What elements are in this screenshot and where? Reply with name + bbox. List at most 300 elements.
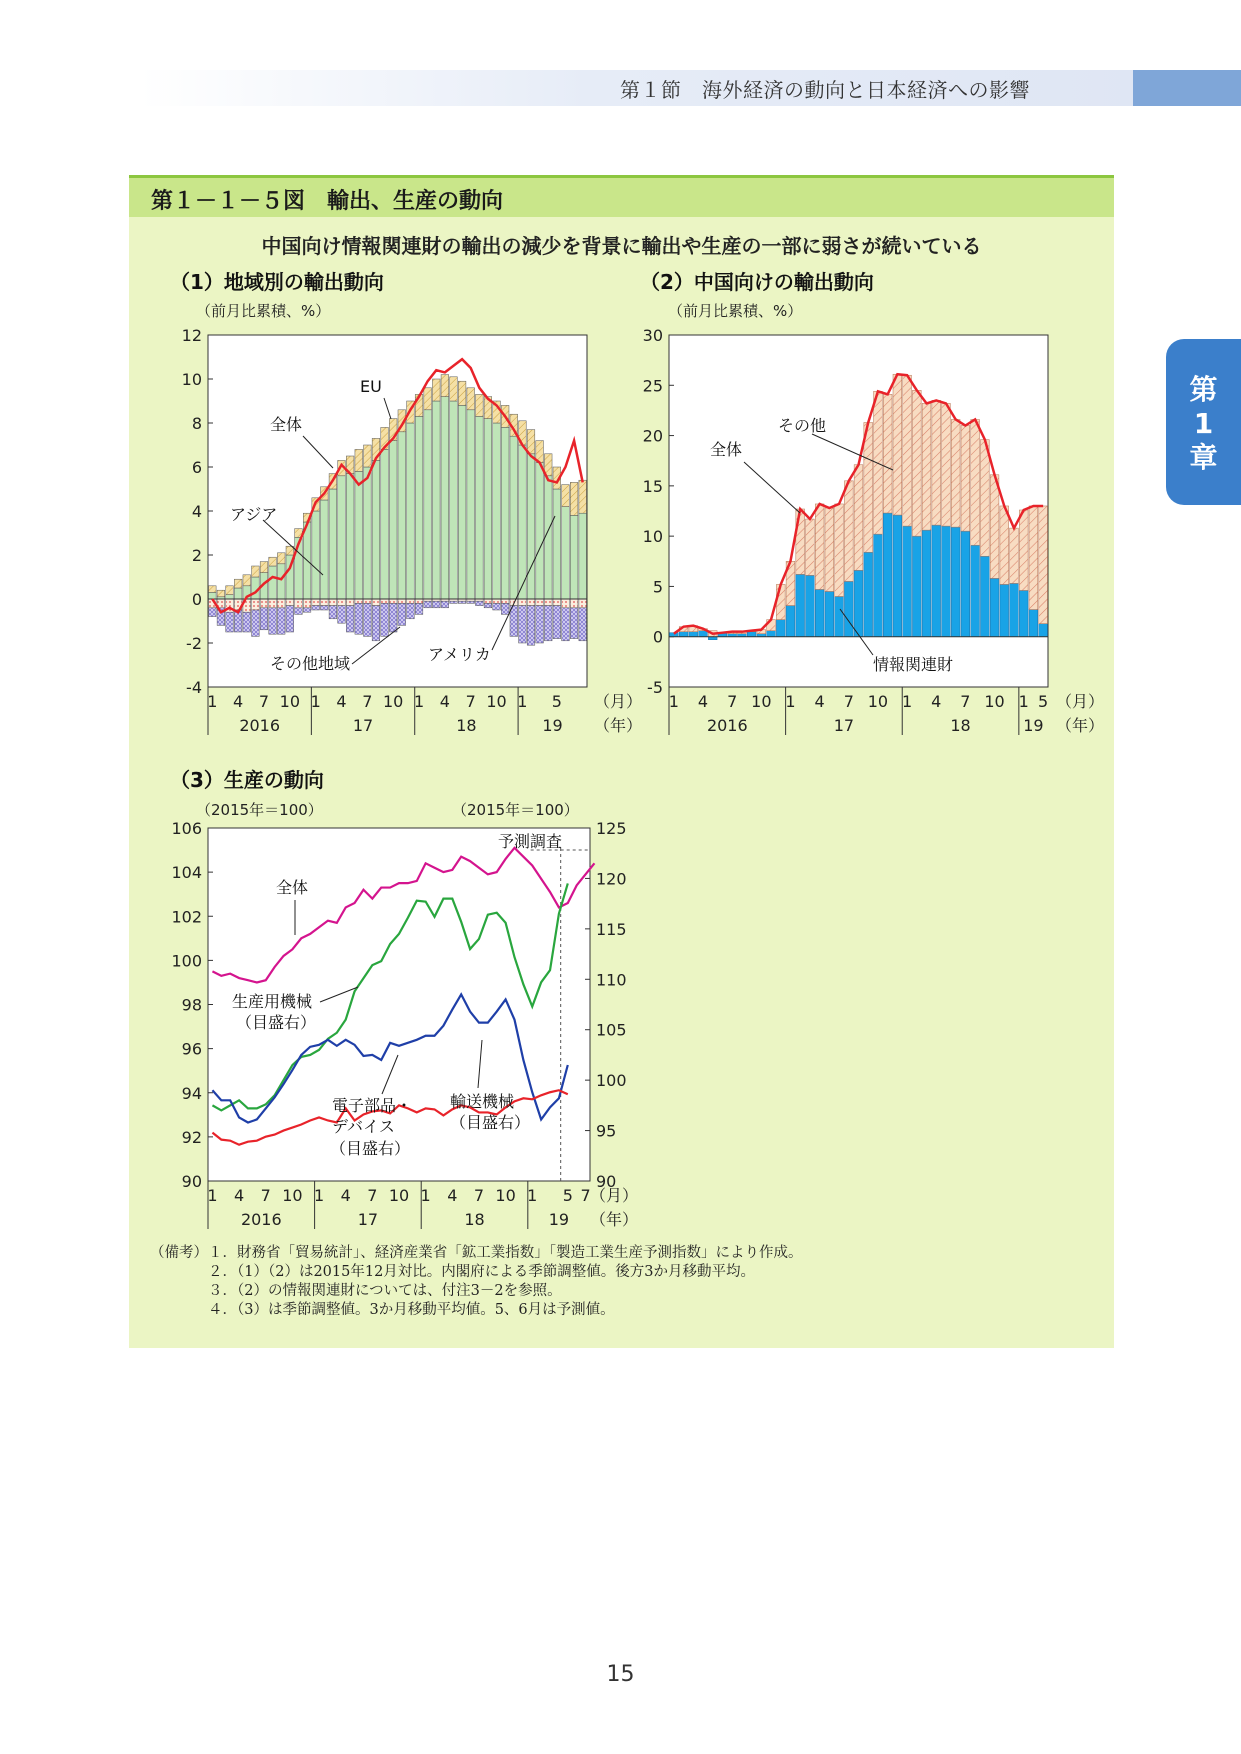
chapter-tab-line: 章 (1189, 441, 1218, 474)
x-year-label: 17 (833, 716, 855, 735)
bar-us (320, 599, 328, 606)
bar-info-goods (883, 513, 892, 637)
y-tick-label: 10 (181, 370, 202, 389)
y-tick-label: 30 (642, 326, 663, 345)
x-tick-label: 4 (447, 1186, 458, 1205)
x-year-label: 2016 (706, 716, 748, 735)
x-tick-label: 1 (901, 692, 913, 711)
bar-info-goods (844, 581, 853, 636)
bar-other-goods (971, 419, 980, 545)
annotation-label: その他 (778, 416, 827, 435)
bar-other (346, 606, 354, 632)
bar-eu (364, 445, 372, 467)
bar-other (320, 606, 328, 610)
figure-title: 第１－１－５図 輸出、生産の動向 (151, 189, 504, 214)
bar-us (407, 599, 415, 603)
annotation-label: 情報関連財 (873, 655, 954, 674)
bar-info-goods (806, 575, 815, 636)
bar-eu (355, 449, 363, 471)
y-tick-label: 0 (652, 627, 663, 647)
x-tick-label: 1 (207, 692, 218, 711)
bar-other-goods (961, 426, 970, 532)
y-tick-label: 90 (181, 1172, 202, 1191)
y-tick-label: 10 (642, 527, 663, 547)
x-tick-label: 1 (668, 692, 679, 711)
note-line: ３．（2）の情報関連財については、付注3－2を参照。 (150, 1283, 562, 1299)
bar-asia (269, 566, 277, 599)
x-unit-year: （年） (590, 1210, 639, 1229)
page-number: 15 (606, 1662, 635, 1687)
x-tick-label: 7 (727, 692, 738, 711)
x-tick-label: 7 (960, 692, 971, 711)
bar-eu (476, 394, 484, 416)
x-year-label: 18 (456, 716, 477, 735)
bar-info-goods (864, 552, 873, 636)
y-tick-label: 106 (171, 819, 202, 838)
bar-other (476, 601, 484, 605)
bar-asia (432, 401, 440, 599)
bar-other-goods (1029, 506, 1038, 610)
bar-us (364, 599, 372, 603)
bar-other (450, 601, 458, 603)
bar-other (338, 606, 346, 624)
bar-eu (527, 430, 535, 454)
annotation-label: EU (360, 377, 382, 396)
y-tick-label: 0 (191, 590, 202, 609)
bar-other (209, 608, 217, 617)
bar-info-goods (990, 578, 999, 636)
bar-eu (217, 590, 225, 597)
chart-regional-exports (170, 270, 642, 735)
x-unit-month: （月） (590, 1186, 639, 1205)
bar-us (355, 599, 363, 603)
bar-us (312, 599, 320, 606)
x-tick-label: 1 (517, 692, 528, 711)
bar-asia (346, 474, 354, 599)
bar-asia (398, 432, 406, 599)
x-tick-label: 1 (420, 1186, 431, 1205)
y-tick-label: -5 (647, 678, 663, 697)
bar-other (269, 608, 277, 634)
bar-other-goods (912, 390, 921, 536)
bar-other (407, 603, 415, 618)
y-tick-label: 90 (596, 1172, 617, 1191)
bar-eu (458, 381, 466, 405)
x-tick-label: 7 (465, 692, 476, 711)
x-year-label: 19 (542, 716, 563, 735)
bar-us (372, 599, 380, 606)
forecast-label: 予測調査 (498, 832, 563, 851)
y-tick-label: 95 (596, 1121, 617, 1141)
bar-other (467, 601, 475, 603)
bar-asia (364, 467, 372, 599)
annotation-label: 全体 (276, 878, 309, 897)
annotation-label: アジア (230, 505, 278, 524)
bar-us (286, 599, 294, 606)
y-tick-label: 25 (642, 376, 663, 396)
bar-eu (424, 388, 432, 410)
chart-title: （3）生産の動向 (170, 768, 324, 792)
bar-asia (372, 460, 380, 599)
x-tick-label: 4 (233, 1186, 245, 1205)
bar-info-goods (854, 570, 863, 636)
bar-other (527, 606, 535, 646)
y-tick-label: 100 (596, 1071, 627, 1091)
bar-other (424, 601, 432, 608)
annotation-label: （目盛右） (330, 1139, 411, 1158)
bar-info-goods (767, 631, 776, 637)
bar-other-goods (1019, 510, 1028, 590)
bar-eu (234, 579, 242, 588)
bar-asia (527, 454, 535, 599)
bar-info-goods (747, 632, 756, 637)
y-tick-label: 98 (181, 995, 202, 1015)
bar-asia (209, 592, 217, 599)
bar-other-goods (951, 419, 960, 527)
bar-other (243, 612, 251, 632)
bar-us (252, 599, 260, 610)
bar-us (415, 599, 423, 603)
bar-us (484, 599, 492, 603)
x-tick-label: 1 (207, 1186, 218, 1205)
bar-other (312, 606, 320, 610)
bar-asia (338, 476, 346, 599)
bar-asia (381, 449, 389, 599)
bar-info-goods (689, 632, 698, 637)
bar-other (544, 606, 552, 641)
x-unit-month: （月） (1056, 692, 1105, 711)
bar-asia (476, 416, 484, 599)
y-tick-label: 12 (181, 326, 202, 345)
x-tick-label: 10 (282, 1186, 303, 1205)
x-tick-label: 4 (697, 692, 709, 711)
bar-info-goods (1029, 610, 1038, 637)
bar-asia (544, 476, 552, 599)
bar-asia (501, 427, 509, 599)
bar-other-goods (990, 475, 999, 579)
bar-us (527, 599, 535, 606)
bar-info-goods (835, 596, 844, 636)
bar-other (277, 608, 285, 634)
bar-eu (562, 485, 570, 507)
y-axis-label-left: （2015年＝100） (196, 801, 323, 819)
x-year-label: 19 (1023, 716, 1044, 735)
bar-asia (312, 511, 320, 599)
bar-asia (570, 515, 578, 599)
y-axis-label: （前月比累積、%） (196, 302, 331, 320)
bar-us (303, 599, 311, 608)
x-unit-year: （年） (594, 716, 643, 735)
bar-other-goods (942, 403, 951, 526)
bar-info-goods (825, 591, 834, 636)
x-year-label: 19 (548, 1210, 570, 1229)
bar-info-goods (1019, 590, 1028, 636)
bar-other-goods (1039, 506, 1048, 624)
bar-us (544, 599, 552, 606)
x-tick-label: 1 (527, 1186, 538, 1205)
bar-info-goods (1010, 583, 1019, 636)
bar-eu (467, 388, 475, 410)
x-tick-label: 7 (260, 1186, 271, 1205)
bar-us (570, 599, 578, 608)
bar-eu (450, 377, 458, 401)
annotation-label: （目盛右） (450, 1113, 531, 1132)
bar-asia (407, 423, 415, 599)
y-tick-label: 96 (181, 1039, 202, 1059)
annotation-label: その他地域 (270, 654, 351, 673)
chart-title: （1）地域別の輸出動向 (170, 270, 384, 294)
bar-eu (570, 482, 578, 515)
note-line: （備考）１．財務省「貿易統計」、経済産業省「鉱工業指数」「製造工業生産予測指数」により作成。 (150, 1245, 803, 1261)
annotation-label: 全体 (710, 440, 743, 459)
x-tick-label: 1 (313, 1186, 325, 1205)
bar-other (484, 603, 492, 607)
annotation-label: デバイス (332, 1117, 395, 1136)
bar-other-goods (776, 584, 785, 619)
bar-eu (209, 586, 217, 593)
bar-info-goods (951, 527, 960, 637)
x-tick-label: 7 (580, 1186, 591, 1205)
x-tick-label: 10 (388, 1186, 410, 1205)
x-tick-label: 5 (1038, 692, 1049, 711)
bar-other (570, 608, 578, 639)
bar-other (519, 606, 527, 643)
chart-title: （2）中国向けの輸出動向 (640, 270, 874, 294)
chart-china-exports (640, 270, 1104, 735)
y-tick-label: 105 (596, 1020, 627, 1040)
bar-info-goods (679, 632, 688, 637)
bar-info-goods (786, 606, 795, 637)
bar-info-goods (971, 545, 980, 637)
bar-other (579, 608, 587, 641)
bar-other (493, 603, 501, 610)
y-tick-label: 110 (596, 970, 627, 990)
bar-other-goods (825, 508, 834, 591)
bar-other (381, 603, 389, 636)
figure-subtitle: 中国向け情報関連財の輸出の減少を背景に輸出や生産の一部に弱さが続いている (261, 234, 982, 258)
bar-us (295, 599, 303, 608)
x-tick-label: 10 (984, 692, 1005, 711)
y-tick-label: 8 (191, 414, 202, 433)
x-tick-label: 4 (340, 1186, 351, 1205)
x-year-label: 18 (950, 716, 971, 735)
bar-asia (277, 564, 285, 599)
bar-info-goods (903, 526, 912, 637)
bar-asia (510, 436, 518, 599)
bar-other (303, 608, 311, 612)
bar-us (493, 599, 501, 603)
y-tick-label: 100 (171, 951, 202, 971)
x-unit-year: （年） (1056, 716, 1105, 735)
bar-info-goods (1000, 584, 1009, 636)
bar-asia (424, 410, 432, 599)
chart-production (170, 768, 638, 1229)
y-tick-label: 15 (642, 476, 663, 496)
y-tick-label: -2 (186, 634, 202, 653)
x-tick-label: 7 (843, 692, 854, 711)
x-unit-month: （月） (594, 692, 643, 711)
y-tick-label: 115 (596, 919, 627, 939)
x-tick-label: 4 (233, 692, 244, 711)
y-tick-label: 20 (642, 426, 663, 446)
bar-other-goods (835, 504, 844, 597)
bar-eu (252, 566, 260, 577)
bar-us (269, 599, 277, 608)
bar-other (364, 603, 372, 636)
bar-other-goods (903, 375, 912, 526)
x-tick-label: 4 (336, 692, 347, 711)
bar-other (458, 601, 466, 603)
x-tick-label: 10 (383, 692, 404, 711)
bar-asia (329, 489, 337, 599)
bar-asia (441, 397, 449, 599)
x-year-label: 18 (464, 1210, 485, 1229)
annotation-label: （目盛右） (236, 1013, 317, 1032)
bar-other-goods (1010, 528, 1019, 583)
bar-other (501, 603, 509, 614)
x-tick-label: 10 (751, 692, 772, 711)
bar-us (501, 599, 509, 603)
bar-other-goods (980, 440, 989, 557)
bar-asia (415, 416, 423, 599)
y-tick-label: 5 (652, 577, 663, 597)
bar-other-goods (932, 400, 941, 525)
y-tick-label: 125 (596, 819, 627, 838)
bar-asia (467, 410, 475, 599)
bar-other-goods (864, 422, 873, 552)
x-year-label: 2016 (239, 716, 281, 735)
bar-asia (234, 588, 242, 599)
bar-info-goods (893, 515, 902, 637)
annotation-label: 輸送機械 (450, 1092, 515, 1111)
x-tick-label: 7 (362, 692, 373, 711)
x-tick-label: 10 (495, 1186, 516, 1205)
bar-other (226, 612, 234, 632)
bar-other (432, 601, 440, 608)
annotation-label: 全体 (270, 415, 303, 434)
bar-eu (441, 375, 449, 397)
y-tick-label: 102 (171, 907, 202, 927)
x-tick-label: 5 (562, 1186, 573, 1205)
bar-us (260, 599, 268, 608)
x-tick-label: 4 (931, 692, 942, 711)
bar-eu (432, 379, 440, 401)
bar-asia (493, 423, 501, 599)
bar-other-goods (922, 403, 931, 530)
bar-info-goods (980, 556, 989, 636)
bar-eu (243, 575, 251, 586)
bar-asia (389, 441, 397, 599)
bar-us (519, 599, 527, 606)
y-tick-label: -4 (186, 678, 202, 697)
bar-info-goods (942, 526, 951, 637)
section-title: 第１節 海外経済の動向と日本経済への影響 (620, 78, 1030, 102)
bar-asia (355, 471, 363, 599)
annotation-label: アメリカ (428, 645, 491, 664)
y-tick-label: 92 (181, 1127, 202, 1147)
bar-eu (269, 557, 277, 566)
bar-us (381, 599, 389, 603)
bar-other-goods (893, 374, 902, 515)
y-tick-label: 4 (191, 502, 202, 521)
x-tick-label: 7 (258, 692, 270, 711)
bar-other (441, 601, 449, 608)
bar-info-goods (912, 536, 921, 637)
bar-other (329, 606, 337, 619)
bar-other (398, 603, 406, 625)
bar-other (355, 603, 363, 634)
bar-asia (458, 405, 466, 599)
y-axis-label: （前月比累積、%） (668, 302, 803, 320)
bar-other (260, 608, 268, 630)
bar-asia (579, 513, 587, 599)
bar-other (415, 603, 423, 614)
annotation-label: 電子部品・ (332, 1096, 413, 1115)
note-line: ４．（3）は季節調整値。3か月移動平均値。5、6月は予測値。 (150, 1302, 615, 1318)
bar-other-goods (815, 504, 824, 589)
note-line: ２．（1）（2）は2015年12月対比。内閣府による季節調整値。後方3か月移動平均。 (150, 1264, 756, 1280)
x-tick-label: 7 (367, 1186, 378, 1205)
x-tick-label: 10 (486, 692, 507, 711)
chapter-tab-line: 第 (1189, 373, 1218, 406)
x-tick-label: 5 (551, 692, 562, 711)
x-tick-label: 1 (1018, 692, 1029, 711)
bar-us (536, 599, 544, 606)
bar-us (579, 599, 587, 608)
annotation-label: 生産用機械 (232, 992, 313, 1011)
y-tick-label: 120 (596, 869, 627, 889)
bar-asia (562, 507, 570, 599)
bar-other-goods (874, 391, 883, 534)
x-year-label: 17 (357, 1210, 379, 1229)
bar-asia (226, 595, 234, 599)
y-axis-label-right: （2015年＝100） (452, 801, 579, 819)
bar-us (553, 599, 561, 606)
bar-info-goods (932, 525, 941, 637)
bar-info-goods (874, 534, 883, 637)
bar-other (295, 608, 303, 615)
x-tick-label: 1 (310, 692, 321, 711)
x-tick-label: 10 (867, 692, 889, 711)
bar-other (286, 606, 294, 632)
bar-info-goods (961, 531, 970, 637)
bar-us (398, 599, 406, 603)
bar-info-goods (922, 530, 931, 637)
bar-asia (450, 401, 458, 599)
bar-other-goods (1000, 506, 1009, 584)
bar-asia (320, 500, 328, 599)
bar-info-goods (796, 574, 805, 636)
bar-us (389, 599, 397, 603)
bar-us (277, 599, 285, 608)
bar-other (536, 606, 544, 643)
x-year-label: 2016 (240, 1210, 282, 1229)
bar-info-goods (776, 620, 785, 637)
bar-other (389, 603, 397, 632)
x-tick-label: 10 (279, 692, 301, 711)
x-tick-label: 1 (413, 692, 425, 711)
x-tick-label: 4 (439, 692, 450, 711)
x-year-label: 17 (352, 716, 374, 735)
notes-block (150, 1244, 803, 1320)
bar-us (329, 599, 337, 606)
bar-eu (579, 480, 587, 513)
bar-us (346, 599, 354, 606)
bar-info-goods (815, 589, 824, 636)
bar-info-goods (1039, 624, 1048, 637)
bar-eu (277, 553, 285, 564)
bar-us (338, 599, 346, 606)
